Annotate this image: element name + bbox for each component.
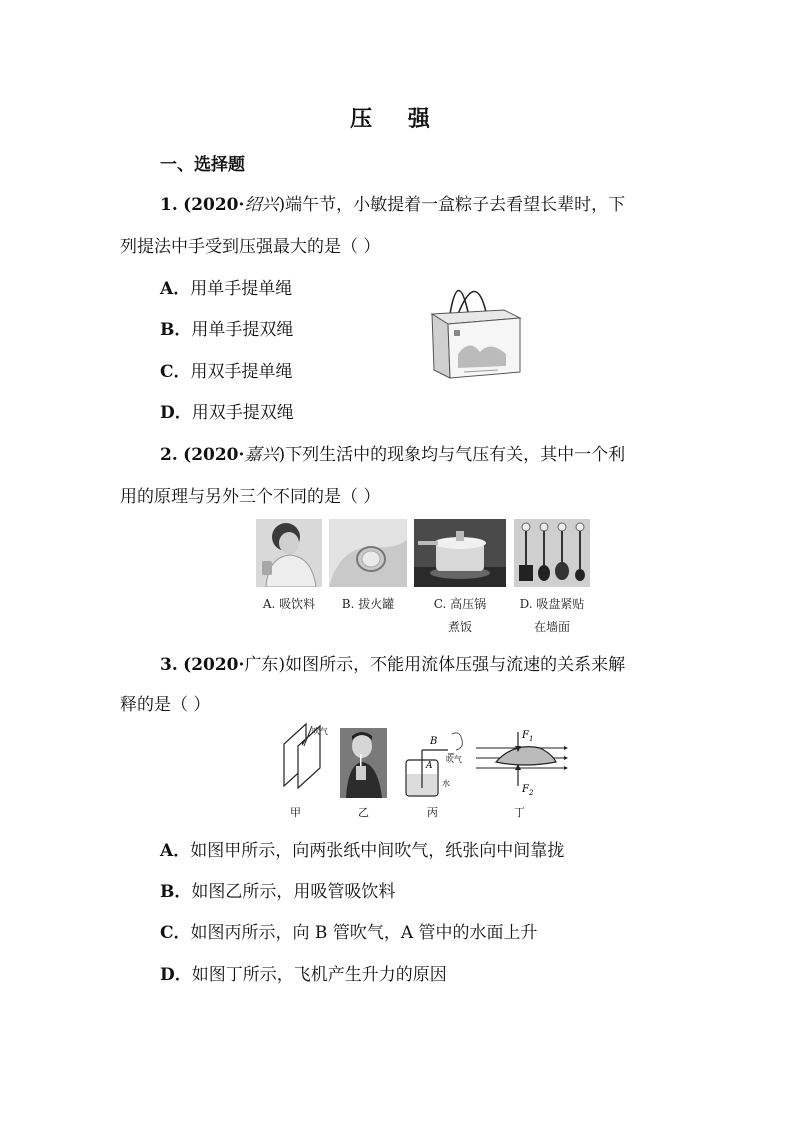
q2-source-place: 嘉兴: [244, 445, 279, 465]
figure-bing-tubes: [402, 730, 470, 800]
q2-stem-line1: [160, 440, 625, 465]
q2-source-close: ): [278, 445, 286, 465]
bing-blow-label: 吹气: [446, 755, 462, 764]
option-letter: B: [160, 882, 175, 902]
q2-stem-text1: 下列生活中的现象均与气压有关，其中一个利: [285, 445, 626, 465]
option-letter: D: [160, 403, 175, 423]
caption-d-line1: D. 吸盘紧贴: [519, 597, 585, 611]
option-letter: D: [160, 965, 175, 985]
option-text: 如图丁所示，飞机产生升力的原因: [191, 965, 447, 985]
ding-f2-label: $F_2$: [522, 784, 534, 797]
q3-stem-text1: 如图所示，不能用流体压强与流速的关系来解: [285, 655, 626, 675]
ding-f1-label: $F_1$: [522, 730, 534, 743]
q3-option-d[interactable]: D．如图丁所示，飞机产生升力的原因: [160, 965, 447, 985]
option-text: 如图丙所示，向 B 管吹气，A 管中的水面上升: [190, 923, 538, 943]
figure-label-yi: 乙: [358, 806, 369, 819]
caption-c-line1: C. 高压锅: [433, 597, 487, 611]
q3-option-a[interactable]: A．如图甲所示，向两张纸中间吹气，纸张向中间靠拢: [160, 841, 565, 861]
photo-pressure-cooker: [414, 519, 506, 587]
option-letter: C: [160, 362, 174, 382]
q1-option-d[interactable]: D．用双手提双绳: [160, 403, 294, 423]
caption-b: B. 拔火罐: [341, 597, 395, 611]
q2-source-year: (2020·: [183, 445, 245, 465]
option-letter: A: [160, 841, 174, 861]
figure-label-jia: 甲: [290, 806, 301, 819]
caption-a: A. 吸饮料: [262, 597, 316, 611]
q1-source-place: 绍兴: [244, 195, 279, 215]
figure-label-ding: 丁: [514, 806, 525, 819]
q1-option-a[interactable]: A．用单手提单绳: [160, 279, 293, 299]
caption-c-line2: 煮饭: [447, 620, 472, 634]
option-letter: C: [160, 923, 174, 943]
jia-blow-label: 吹气: [312, 727, 328, 736]
q3-stem-line2: 释的是（ ）: [120, 695, 211, 715]
q3-number: 3.: [160, 655, 178, 675]
q1-stem-line2: 列提法中手受到压强最大的是（ ）: [120, 237, 381, 257]
q3-option-b[interactable]: B．如图乙所示，用吸管吸饮料: [160, 882, 396, 902]
photo-cupping: [329, 519, 407, 587]
bing-label-a: A: [426, 761, 433, 771]
q1-option-c[interactable]: C．用双手提单绳: [160, 362, 293, 382]
q3-option-c[interactable]: C．如图丙所示，向 B 管吹气，A 管中的水面上升: [160, 923, 538, 943]
option-text: 用双手提单绳: [190, 362, 293, 382]
section-heading: 一、选择题: [160, 155, 245, 175]
option-text: 用单手提单绳: [190, 279, 293, 299]
q3-source-year: (2020·: [183, 655, 245, 675]
figure-label-bing: 丙: [427, 806, 438, 819]
q1-source-close: ): [278, 195, 286, 215]
q1-source-year: (2020·: [183, 195, 245, 215]
q2-number: 2.: [160, 445, 178, 465]
photo-suction-hooks: [514, 519, 590, 587]
q1-stem-line1: [160, 190, 625, 215]
q3-stem-line1: [160, 650, 625, 675]
bing-water-label: 水: [442, 779, 450, 788]
q3-source-close: ): [278, 655, 286, 675]
figure-ding-wing: [474, 728, 570, 798]
option-letter: B: [160, 320, 175, 340]
photo-drinking: [256, 519, 322, 587]
q1-stem-text1: 端午节，小敏提着一盒粽子去看望长辈时，下: [285, 195, 626, 215]
option-text: 如图乙所示，用吸管吸饮料: [191, 882, 396, 902]
option-text: 用单手提双绳: [191, 320, 294, 340]
q1-option-b[interactable]: B．用单手提双绳: [160, 320, 294, 340]
gift-box-image: [428, 274, 522, 384]
caption-d-line2: 在墙面: [533, 620, 570, 634]
page-title: 压 强: [350, 106, 444, 132]
q3-source-place: 广东: [244, 655, 279, 675]
figure-jia-papers: [276, 724, 332, 794]
option-letter: A: [160, 279, 174, 299]
option-text: 如图甲所示，向两张纸中间吹气，纸张向中间靠拢: [190, 841, 565, 861]
q1-number: 1.: [160, 195, 178, 215]
q2-stem-line2: 用的原理与另外三个不同的是（ ）: [120, 487, 381, 507]
photo-boy-straw: [340, 728, 387, 798]
bing-label-b: B: [430, 736, 438, 747]
option-text: 用双手提双绳: [191, 403, 294, 423]
